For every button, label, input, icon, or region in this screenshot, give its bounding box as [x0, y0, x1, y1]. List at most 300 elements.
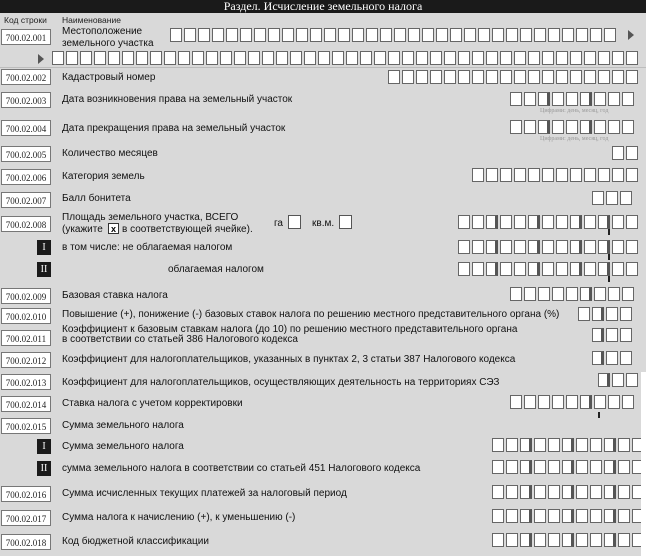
char-cell[interactable] [556, 215, 568, 229]
char-cell[interactable] [514, 51, 526, 65]
char-cell[interactable] [556, 168, 568, 182]
char-cell[interactable] [94, 51, 106, 65]
char-cell[interactable] [500, 240, 512, 254]
char-cell[interactable] [542, 51, 554, 65]
char-cell[interactable] [608, 287, 620, 301]
char-cell[interactable] [534, 533, 546, 547]
char-cell[interactable] [528, 215, 540, 229]
char-cell[interactable] [548, 533, 560, 547]
char-cell[interactable] [514, 168, 526, 182]
char-cell[interactable] [612, 70, 624, 84]
char-cell[interactable] [458, 215, 470, 229]
rate-adjustment-input[interactable] [578, 307, 634, 321]
char-cell[interactable] [310, 28, 322, 42]
cadastral-number-input[interactable] [388, 70, 640, 84]
row-label-007: Балл бонитета [62, 193, 131, 204]
char-cell[interactable] [618, 438, 630, 452]
char-cell[interactable] [520, 533, 532, 547]
char-cell[interactable] [528, 262, 540, 276]
date-format-hint-2: Цифрами: день, месяц, год [540, 136, 609, 142]
char-cell[interactable] [486, 168, 498, 182]
roman-marker-i: I [37, 240, 51, 255]
taxed-area-input[interactable] [458, 262, 640, 276]
char-cell[interactable] [510, 395, 522, 409]
row-code-003: 700.02.003 [1, 92, 51, 108]
char-cell[interactable] [584, 168, 596, 182]
char-cell[interactable] [576, 438, 588, 452]
char-cell[interactable] [562, 485, 574, 499]
char-cell[interactable] [604, 28, 616, 42]
char-cell[interactable] [612, 262, 624, 276]
char-cell[interactable] [598, 373, 610, 387]
char-cell[interactable] [486, 70, 498, 84]
row-label-012: Коэффициент для налогоплательщиков, указанных в пунктах 2, 3 статьи 387 Налогового кодекса [62, 354, 516, 365]
budget-class-code-input[interactable] [492, 533, 646, 547]
char-cell[interactable] [66, 51, 78, 65]
row-label-003: Дата возникновения права на земельный участок [62, 94, 293, 105]
char-cell[interactable] [524, 395, 536, 409]
char-cell[interactable] [402, 70, 414, 84]
total-area-input[interactable] [458, 215, 640, 229]
char-cell[interactable] [276, 51, 288, 65]
tax-accrual-input[interactable] [492, 509, 646, 523]
char-cell[interactable] [534, 438, 546, 452]
char-cell[interactable] [570, 240, 582, 254]
current-payments-input[interactable] [492, 485, 646, 499]
char-cell[interactable] [444, 51, 456, 65]
char-cell[interactable] [612, 373, 624, 387]
char-cell[interactable] [608, 395, 620, 409]
char-cell[interactable] [304, 51, 316, 65]
char-cell[interactable] [618, 460, 630, 474]
adjusted-rate-input[interactable] [510, 395, 636, 409]
char-cell[interactable] [534, 460, 546, 474]
char-cell[interactable] [472, 51, 484, 65]
char-cell[interactable] [620, 328, 632, 342]
char-cell[interactable] [472, 240, 484, 254]
char-cell[interactable] [520, 485, 532, 499]
char-cell[interactable] [478, 28, 490, 42]
char-cell[interactable] [548, 460, 560, 474]
char-cell[interactable] [198, 28, 210, 42]
char-cell[interactable] [346, 51, 358, 65]
char-cell[interactable] [458, 51, 470, 65]
char-cell[interactable] [360, 51, 372, 65]
char-cell[interactable] [486, 240, 498, 254]
char-cell[interactable] [524, 120, 536, 134]
char-cell[interactable] [324, 28, 336, 42]
char-cell[interactable] [570, 168, 582, 182]
char-cell[interactable] [492, 533, 504, 547]
row-code-006: 700.02.006 [1, 169, 51, 185]
untaxed-area-input[interactable] [458, 240, 640, 254]
char-cell[interactable] [566, 92, 578, 106]
char-cell[interactable] [618, 509, 630, 523]
char-cell[interactable] [556, 262, 568, 276]
row-label-008-line2b: в соответствующей ячейке). [122, 224, 253, 235]
char-cell[interactable] [566, 287, 578, 301]
char-cell[interactable] [524, 92, 536, 106]
char-cell[interactable] [562, 438, 574, 452]
char-cell[interactable] [506, 533, 518, 547]
char-cell[interactable] [332, 51, 344, 65]
char-cell[interactable] [506, 460, 518, 474]
char-cell[interactable] [598, 240, 610, 254]
char-cell[interactable] [604, 485, 616, 499]
char-cell[interactable] [506, 438, 518, 452]
char-cell[interactable] [594, 120, 606, 134]
land-tax-sum-input[interactable] [492, 438, 646, 452]
char-cell[interactable] [240, 28, 252, 42]
char-cell[interactable] [552, 92, 564, 106]
char-cell[interactable] [506, 485, 518, 499]
char-cell[interactable] [542, 262, 554, 276]
row-label-untaxed-area: в том числе: не облагаемая налогом [62, 242, 233, 253]
char-cell[interactable] [592, 351, 604, 365]
char-cell[interactable] [598, 51, 610, 65]
row-code-001: 700.02.001 [1, 29, 51, 45]
char-cell[interactable] [184, 28, 196, 42]
char-cell[interactable] [570, 215, 582, 229]
char-cell[interactable] [580, 287, 592, 301]
row-label-006: Категория земель [62, 171, 145, 182]
char-cell[interactable] [492, 485, 504, 499]
char-cell[interactable] [510, 92, 522, 106]
char-cell[interactable] [622, 287, 634, 301]
char-cell[interactable] [620, 191, 632, 205]
char-cell[interactable] [506, 28, 518, 42]
row-label-001-line2: земельного участка [62, 38, 154, 49]
right-start-date-input[interactable] [510, 92, 636, 106]
sez-coefficient-input[interactable] [598, 373, 640, 387]
row-label-015: Сумма земельного налога [62, 420, 184, 431]
char-cell[interactable] [352, 28, 364, 42]
char-cell[interactable] [626, 146, 638, 160]
char-cell[interactable] [486, 262, 498, 276]
row-label-008-line2a: (укажите [62, 224, 103, 235]
char-cell[interactable] [366, 28, 378, 42]
char-cell[interactable] [458, 70, 470, 84]
char-cell[interactable] [580, 120, 592, 134]
char-cell[interactable] [592, 307, 604, 321]
row-code-002: 700.02.002 [1, 69, 51, 85]
char-cell[interactable] [514, 70, 526, 84]
char-cell[interactable] [80, 51, 92, 65]
char-cell[interactable] [514, 215, 526, 229]
char-cell[interactable] [548, 509, 560, 523]
char-cell[interactable] [500, 215, 512, 229]
roman-marker-ii: II [37, 461, 51, 476]
char-cell[interactable] [626, 51, 638, 65]
char-cell[interactable] [192, 51, 204, 65]
char-cell[interactable] [570, 51, 582, 65]
char-cell[interactable] [598, 168, 610, 182]
char-cell[interactable] [538, 92, 550, 106]
roman-marker-ii: II [37, 262, 51, 277]
char-cell[interactable] [548, 438, 560, 452]
char-cell[interactable] [556, 70, 568, 84]
char-cell[interactable] [472, 215, 484, 229]
row-label-008-line1: Площадь земельного участка, ВСЕГО [62, 212, 239, 223]
char-cell[interactable] [592, 191, 604, 205]
char-cell[interactable] [612, 146, 624, 160]
row-code-012: 700.02.012 [1, 352, 51, 368]
char-cell[interactable] [338, 28, 350, 42]
char-cell[interactable] [552, 395, 564, 409]
char-cell[interactable] [542, 240, 554, 254]
char-cell[interactable] [506, 509, 518, 523]
char-cell[interactable] [590, 485, 602, 499]
char-cell[interactable] [520, 509, 532, 523]
char-cell[interactable] [556, 51, 568, 65]
row-divider [0, 67, 646, 68]
char-cell[interactable] [590, 509, 602, 523]
char-cell[interactable] [538, 395, 550, 409]
char-cell[interactable] [580, 395, 592, 409]
char-cell[interactable] [458, 262, 470, 276]
char-cell[interactable] [528, 70, 540, 84]
char-cell[interactable] [542, 168, 554, 182]
char-cell[interactable] [584, 51, 596, 65]
char-cell[interactable] [604, 438, 616, 452]
char-cell[interactable] [510, 287, 522, 301]
char-cell[interactable] [612, 215, 624, 229]
rate-coefficient-input[interactable] [592, 328, 634, 342]
char-cell[interactable] [486, 51, 498, 65]
char-cell[interactable] [520, 28, 532, 42]
char-cell[interactable] [486, 215, 498, 229]
char-cell[interactable] [206, 51, 218, 65]
char-cell[interactable] [542, 215, 554, 229]
location-input-line2[interactable] [52, 51, 640, 65]
char-cell[interactable] [514, 240, 526, 254]
char-cell[interactable] [538, 287, 550, 301]
char-cell[interactable] [430, 70, 442, 84]
char-cell[interactable] [552, 120, 564, 134]
payer-coefficient-input[interactable] [592, 351, 634, 365]
char-cell[interactable] [534, 485, 546, 499]
char-cell[interactable] [416, 51, 428, 65]
char-cell[interactable] [618, 485, 630, 499]
right-end-date-input[interactable] [510, 120, 636, 134]
char-cell[interactable] [492, 438, 504, 452]
char-cell[interactable] [220, 51, 232, 65]
char-cell[interactable] [136, 51, 148, 65]
char-cell[interactable] [576, 509, 588, 523]
land-category-input[interactable] [472, 168, 640, 182]
char-cell[interactable] [534, 28, 546, 42]
row-code-005: 700.02.005 [1, 146, 51, 162]
char-cell[interactable] [394, 28, 406, 42]
char-cell[interactable] [170, 28, 182, 42]
row-label-002: Кадастровый номер [62, 72, 156, 83]
char-cell[interactable] [282, 28, 294, 42]
char-cell[interactable] [612, 168, 624, 182]
char-cell[interactable] [52, 51, 64, 65]
char-cell[interactable] [520, 460, 532, 474]
char-cell[interactable] [576, 460, 588, 474]
char-cell[interactable] [374, 51, 386, 65]
char-cell[interactable] [290, 51, 302, 65]
char-cell[interactable] [234, 51, 246, 65]
char-cell[interactable] [598, 70, 610, 84]
char-cell[interactable] [620, 307, 632, 321]
char-cell[interactable] [542, 70, 554, 84]
char-cell[interactable] [380, 28, 392, 42]
char-cell[interactable] [318, 51, 330, 65]
char-cell[interactable] [268, 28, 280, 42]
char-cell[interactable] [520, 438, 532, 452]
char-cell[interactable] [500, 168, 512, 182]
char-cell[interactable] [436, 28, 448, 42]
roman-marker-i: I [37, 439, 51, 454]
char-cell[interactable] [584, 215, 596, 229]
unit-sqm-checkbox[interactable] [339, 215, 352, 229]
char-cell[interactable] [472, 262, 484, 276]
char-cell[interactable] [500, 262, 512, 276]
char-cell[interactable] [590, 460, 602, 474]
char-cell[interactable] [562, 533, 574, 547]
char-cell[interactable] [422, 28, 434, 42]
char-cell[interactable] [622, 92, 634, 106]
location-input-line1[interactable] [170, 28, 618, 42]
char-cell[interactable] [566, 120, 578, 134]
char-cell[interactable] [464, 28, 476, 42]
char-cell[interactable] [590, 533, 602, 547]
char-cell[interactable] [556, 240, 568, 254]
char-cell[interactable] [608, 120, 620, 134]
char-cell[interactable] [584, 70, 596, 84]
char-cell[interactable] [598, 262, 610, 276]
char-cell[interactable] [510, 120, 522, 134]
char-cell[interactable] [606, 351, 618, 365]
char-cell[interactable] [626, 70, 638, 84]
char-cell[interactable] [108, 51, 120, 65]
char-cell[interactable] [388, 51, 400, 65]
char-cell[interactable] [618, 533, 630, 547]
row-code-015: 700.02.015 [1, 418, 51, 434]
char-cell[interactable] [594, 395, 606, 409]
char-cell[interactable] [562, 460, 574, 474]
char-cell[interactable] [578, 307, 590, 321]
char-cell[interactable] [584, 262, 596, 276]
bonitet-score-input[interactable] [592, 191, 634, 205]
char-cell[interactable] [604, 460, 616, 474]
char-cell[interactable] [450, 28, 462, 42]
base-rate-input[interactable] [510, 287, 636, 301]
char-cell[interactable] [626, 215, 638, 229]
char-cell[interactable] [524, 287, 536, 301]
char-cell[interactable] [472, 70, 484, 84]
char-cell[interactable] [514, 262, 526, 276]
char-cell[interactable] [492, 460, 504, 474]
char-cell[interactable] [612, 51, 624, 65]
char-cell[interactable] [626, 168, 638, 182]
char-cell[interactable] [606, 191, 618, 205]
char-cell[interactable] [388, 70, 400, 84]
char-cell[interactable] [408, 28, 420, 42]
char-cell[interactable] [430, 51, 442, 65]
char-cell[interactable] [528, 168, 540, 182]
months-count-input[interactable] [612, 146, 640, 160]
char-cell[interactable] [576, 485, 588, 499]
char-cell[interactable] [626, 240, 638, 254]
char-cell[interactable] [552, 287, 564, 301]
header-code-column: Код строки [4, 15, 47, 25]
char-cell[interactable] [604, 533, 616, 547]
char-cell[interactable] [528, 51, 540, 65]
char-cell[interactable] [254, 28, 266, 42]
char-cell[interactable] [248, 51, 260, 65]
char-cell[interactable] [548, 485, 560, 499]
char-cell[interactable] [500, 70, 512, 84]
char-cell[interactable] [122, 51, 134, 65]
char-cell[interactable] [538, 120, 550, 134]
land-tax-451-input[interactable] [492, 460, 646, 474]
char-cell[interactable] [570, 70, 582, 84]
char-cell[interactable] [626, 373, 638, 387]
row-label-004: Дата прекращения права на земельный участок [62, 123, 286, 134]
char-cell[interactable] [594, 287, 606, 301]
row-code-018: 700.02.018 [1, 534, 51, 550]
char-cell[interactable] [416, 70, 428, 84]
char-cell[interactable] [212, 28, 224, 42]
char-cell[interactable] [296, 28, 308, 42]
date-format-hint-1: Цифрами: день, месяц, год [540, 108, 609, 114]
char-cell[interactable] [612, 240, 624, 254]
char-cell[interactable] [622, 120, 634, 134]
char-cell[interactable] [492, 28, 504, 42]
char-cell[interactable] [528, 240, 540, 254]
char-cell[interactable] [576, 533, 588, 547]
char-cell[interactable] [548, 28, 560, 42]
char-cell[interactable] [178, 51, 190, 65]
char-cell[interactable] [584, 240, 596, 254]
char-cell[interactable] [580, 92, 592, 106]
char-cell[interactable] [620, 351, 632, 365]
char-cell[interactable] [226, 28, 238, 42]
char-cell[interactable] [472, 168, 484, 182]
char-cell[interactable] [492, 509, 504, 523]
char-cell[interactable] [534, 509, 546, 523]
char-cell[interactable] [606, 328, 618, 342]
char-cell[interactable] [566, 395, 578, 409]
char-cell[interactable] [576, 28, 588, 42]
char-cell[interactable] [604, 509, 616, 523]
char-cell[interactable] [562, 509, 574, 523]
char-cell[interactable] [164, 51, 176, 65]
char-cell[interactable] [594, 92, 606, 106]
char-cell[interactable] [626, 262, 638, 276]
char-cell[interactable] [590, 28, 602, 42]
char-cell[interactable] [150, 51, 162, 65]
char-cell[interactable] [570, 262, 582, 276]
char-cell[interactable] [262, 51, 274, 65]
char-cell[interactable] [402, 51, 414, 65]
unit-ha-checkbox[interactable] [288, 215, 301, 229]
char-cell[interactable] [592, 328, 604, 342]
char-cell[interactable] [500, 51, 512, 65]
char-cell[interactable] [598, 215, 610, 229]
char-cell[interactable] [606, 307, 618, 321]
char-cell[interactable] [562, 28, 574, 42]
row-label-005: Количество месяцев [62, 148, 158, 159]
char-cell[interactable] [458, 240, 470, 254]
char-cell[interactable] [622, 395, 634, 409]
char-cell[interactable] [608, 92, 620, 106]
char-cell[interactable] [590, 438, 602, 452]
char-cell[interactable] [444, 70, 456, 84]
